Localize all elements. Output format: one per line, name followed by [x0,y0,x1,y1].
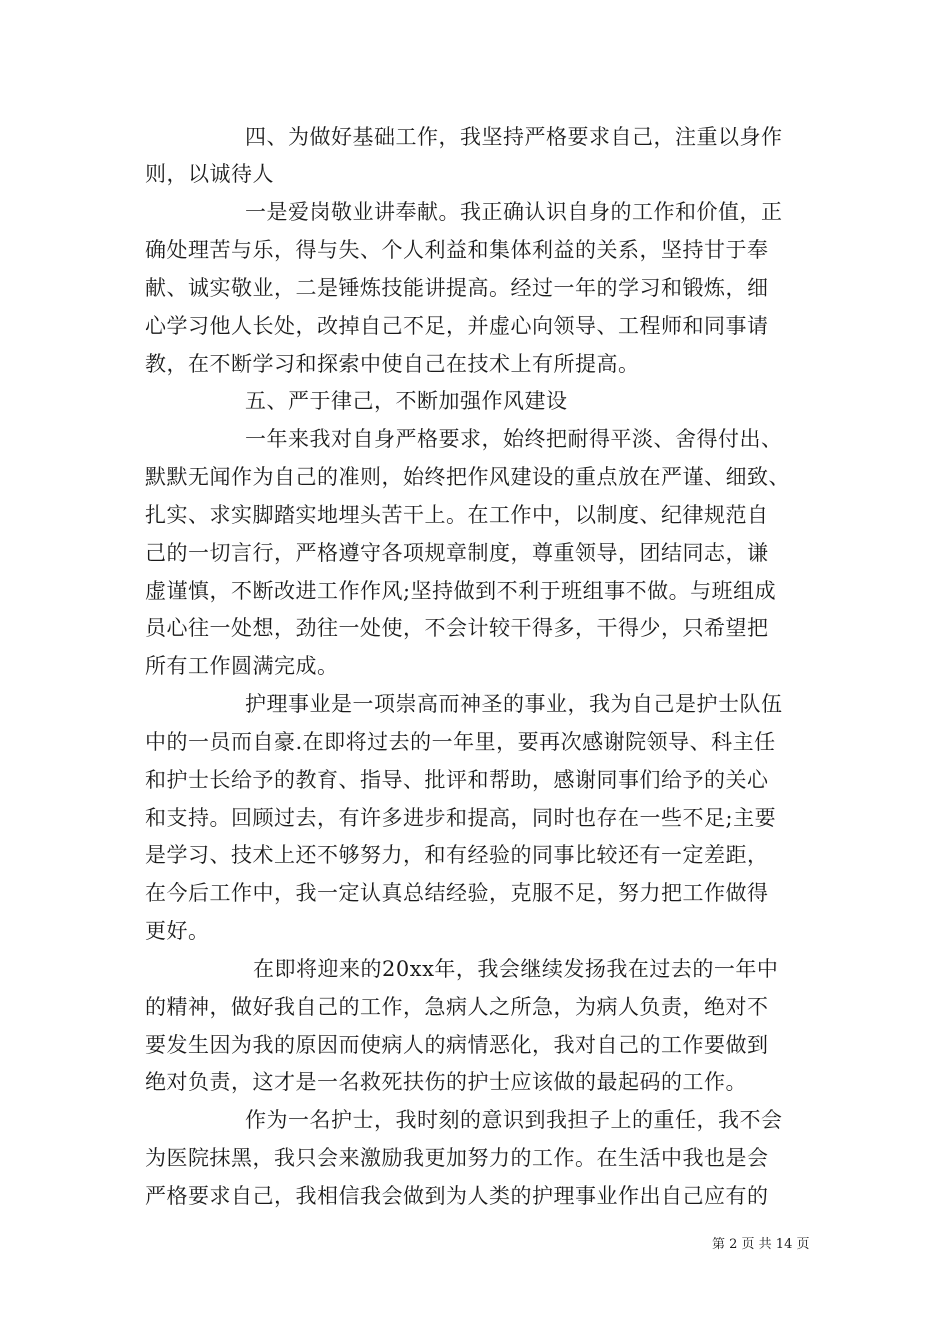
text-line: 教，在不断学习和探索中使自己在技术上有所提高。 [145,352,640,376]
text-line: 确处理苦与乐，得与失、个人利益和集体利益的关系，坚持甘于奉 [145,238,769,262]
text-line: 护理事业是一项崇高而神圣的事业，我为自己是护士队伍 [245,692,783,716]
text-line: 和支持。回顾过去，有许多进步和提高，同时也存在一些不足;主要 [145,806,777,830]
text-line: 中的一员而自豪.在即将过去的一年里，要再次感谢院领导、科主任 [145,730,776,754]
text-line: 一是爱岗敬业讲奉献。我正确认识自身的工作和价值，正 [245,200,783,224]
text-line: 扎实、求实脚踏实地埋头苦干上。在工作中，以制度、纪律规范自 [145,503,769,527]
text-line: 虚谨慎，不断改进工作作风;坚持做到不利于班组事不做。与班组成 [145,579,777,603]
text-line: 为医院抹黑，我只会来激励我更加努力的工作。在生活中我也是会 [145,1146,769,1170]
text-line: 一年来我对自身严格要求，始终把耐得平淡、舍得付出、 [245,427,783,451]
text-line: 四、为做好基础工作，我坚持严格要求自己，注重以身作 [245,125,783,149]
section-heading: 五、严于律己，不断加强作风建设 [245,389,568,413]
page-footer: 第 2 页 共 14 页 [712,1237,810,1252]
text-line: 要发生因为我的原因而使病人的病情恶化，我对自己的工作要做到 [145,1033,769,1057]
text-line: 心学习他人长处，改掉自己不足，并虚心向领导、工程师和同事请 [145,314,769,338]
text-line: 是学习、技术上还不够努力，和有经验的同事比较还有一定差距， [145,843,769,867]
text-line: 默默无闻作为自己的准则，始终把作风建设的重点放在严谨、细致、 [145,465,790,489]
text-line: 作为一名护士，我时刻的意识到我担子上的重任，我不会 [245,1108,783,1132]
text-line: 所有工作圆满完成。 [145,654,339,678]
text-line: 绝对负责，这才是一名救死扶伤的护士应该做的最起码的工作。 [145,1070,747,1094]
text-line: 的精神，做好我自己的工作，急病人之所急，为病人负责，绝对不 [145,995,769,1019]
text-line: 则，以诚待人 [145,162,274,186]
text-line: 己的一切言行，严格遵守各项规章制度，尊重领导，团结同志，谦 [145,541,769,565]
text-line: 更好。 [145,919,210,943]
text-line: 员心往一处想，劲往一处使，不会计较干得多，干得少，只希望把 [145,616,769,640]
text-line: 在今后工作中，我一定认真总结经验，克服不足，努力把工作做得 [145,881,769,905]
text-line: 严格要求自己，我相信我会做到为人类的护理事业作出自己应有的 [145,1184,769,1208]
text-line: 和护士长给予的教育、指导、批评和帮助，感谢同事们给予的关心 [145,768,769,792]
text-line: 献、诚实敬业，二是锤炼技能讲提高。经过一年的学习和锻炼，细 [145,276,769,300]
text-line: 在即将迎来的20xx年，我会继续发扬我在过去的一年中 [253,957,779,981]
